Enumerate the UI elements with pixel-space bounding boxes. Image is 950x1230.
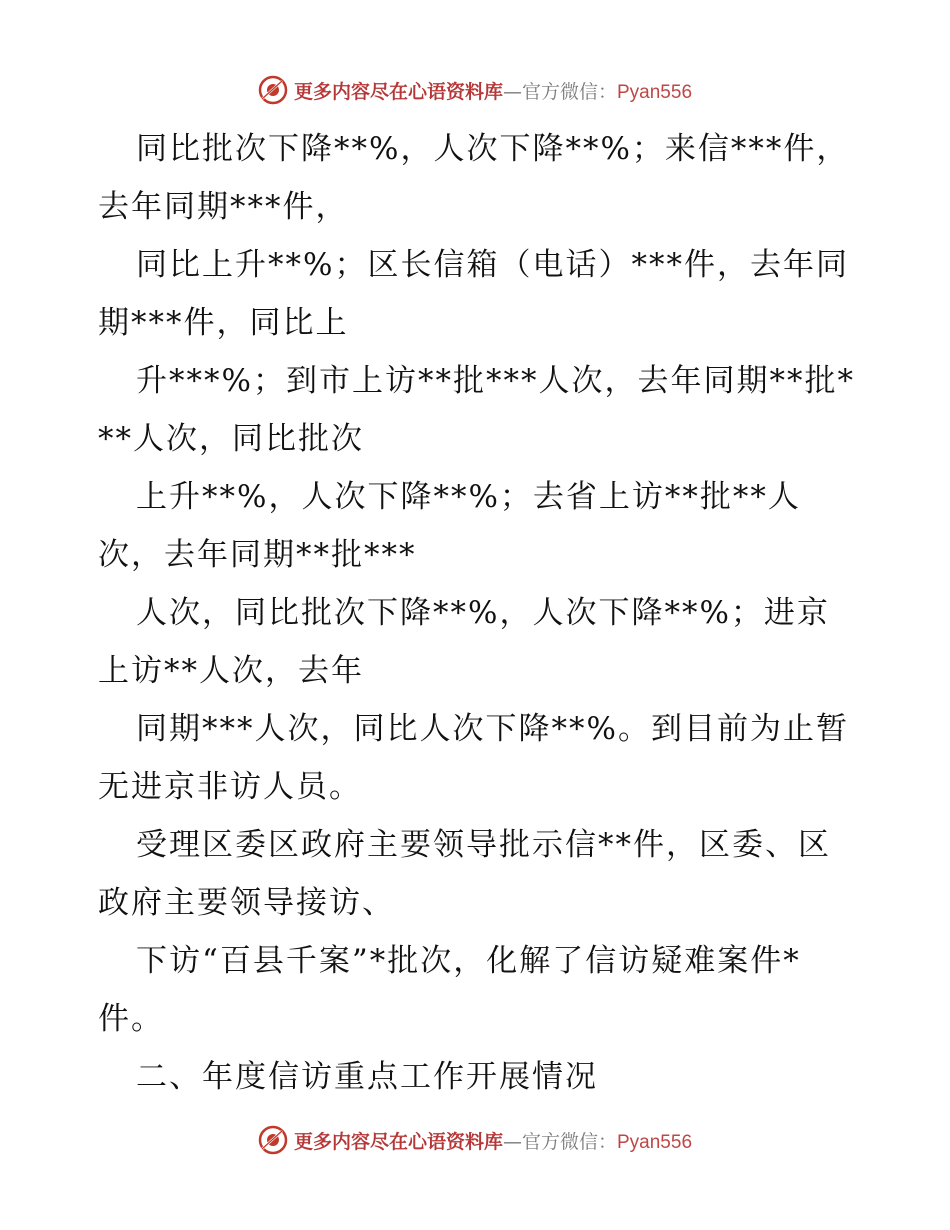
paragraph: 人次，同比批次下降**%，人次下降**%；进京上访**人次，去年 [98,595,830,689]
header-banner [0,70,950,110]
banner-dash: — [502,80,522,103]
document-body [98,120,858,1106]
banner-wechat-label: 官方微信： [521,80,617,103]
banner-dash: — [502,1130,522,1153]
section-heading: 二、年度信访重点工作开展情况 [136,1059,598,1095]
banner-text [294,77,692,104]
footer-banner [0,1120,950,1160]
banner-wechat-id: Pyan556 [617,1131,693,1153]
banner-main-text: 更多内容尽在心语资料库 [293,80,503,103]
paragraph: 同比批次下降**%，人次下降**%；来信***件，去年同期***件， [98,131,850,225]
paragraph: 下访“百县千案”*批次，化解了信访疑难案件*件。 [98,943,801,1037]
banner-wechat-id: Pyan556 [617,81,693,103]
banner-main-text: 更多内容尽在心语资料库 [293,1130,503,1153]
paragraph: 同期***人次，同比人次下降**%。到目前为止暂无进京非访人员。 [98,711,849,805]
brand-logo-icon [258,1125,288,1155]
paragraph: 同比上升**%；区长信箱（电话）***件，去年同期***件，同比上 [98,247,849,341]
brand-logo-icon [258,75,288,105]
banner-text [294,1127,692,1154]
paragraph: 上升**%，人次下降**%；去省上访**批**人次，去年同期**批*** [98,479,801,573]
paragraph: 升***%；到市上访**批***人次，去年同期**批***人次，同比批次 [98,363,855,457]
paragraph: 受理区委区政府主要领导批示信**件，区委、区政府主要领导接访、 [98,827,831,921]
banner-wechat-label: 官方微信： [521,1130,617,1153]
